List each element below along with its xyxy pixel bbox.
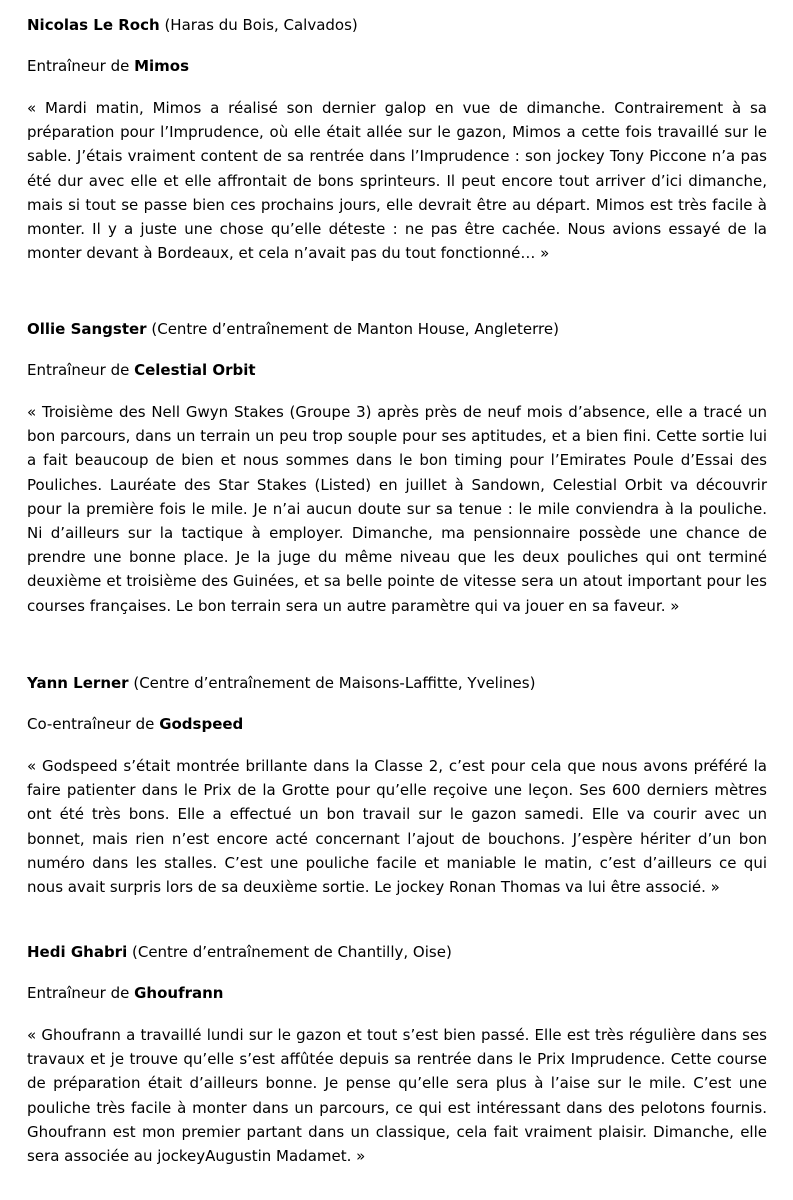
- trainer-quote: « Mardi matin, Mimos a réalisé son dernier galop en vue de dimanche. Contrairement à sa préparation pour l’Imprudence, où elle était allée sur le gazon, Mimos a cette fois travaillé sur le sable. J’étais vraiment content de sa rentrée dans l’Imprudence : son jockey Tony Piccone n’a pas été dur avec elle et elle affrontait de bons sprinteurs. Il peut encore tout arriver d’ici dimanche, mais si tout se passe bien ces prochains jours, elle devrait être au départ. Mimos est très facile à monter. Il y a juste une chose qu’elle déteste : ne pas être cachée. Nous avions essayé de la monter devant à Bordeaux, et cela n’avait pas du tout fonctionné… »: [27, 99, 767, 263]
- trainer-role: [27, 359, 767, 381]
- trainer-location: (Centre d’entraînement de Chantilly, Oise): [127, 943, 452, 961]
- trainer-header: [27, 941, 767, 963]
- horse-name: Mimos: [134, 57, 190, 75]
- trainer-section-ghabri: [27, 941, 767, 1168]
- trainer-location: (Centre d’entraînement de Maisons-Laffitte, Yvelines): [128, 674, 536, 692]
- trainer-name: Nicolas Le Roch: [27, 16, 160, 34]
- horse-name: Ghoufrann: [134, 984, 224, 1002]
- trainer-section-le-roch: [27, 14, 767, 318]
- role-label: Entraîneur de: [27, 984, 135, 1002]
- horse-name: Godspeed: [159, 715, 244, 733]
- trainer-role: [27, 982, 767, 1004]
- horse-name: Celestial Orbit: [134, 361, 256, 379]
- trainer-role: [27, 55, 767, 77]
- trainer-name: Ollie Sangster: [27, 320, 147, 338]
- trainer-location: (Haras du Bois, Calvados): [159, 16, 358, 34]
- trainer-quote: « Godspeed s’était montrée brillante dans la Classe 2, c’est pour cela que nous avons préféré la faire patienter dans le Prix de la Grotte pour qu’elle reçoive une leçon. Ses 600 derniers mètres ont été très bons. Elle a effectué un bon travail sur le gazon samedi. Elle va courir avec un bonnet, mais rien n’est encore acté concernant l’ajout de bouchons. J’espère hériter d’un bon numéro dans les stalles. C’est une pouliche facile et maniable le matin, c’est d’ailleurs ce qui nous avait surpris lors de sa deuxième sortie. Le jockey Ronan Thomas va lui être associé. »: [27, 757, 767, 897]
- trainer-location: (Centre d’entraînement de Manton House, Angleterre): [146, 320, 559, 338]
- trainer-quote: « Troisième des Nell Gwyn Stakes (Groupe 3) après près de neuf mois d’absence, elle a tracé un bon parcours, dans un terrain un peu trop souple pour ses aptitudes, et a bien fini. Cette sortie lui a fait beaucoup de bien et nous sommes dans le bon timing pour l’Emirates Poule d’Essai des Pouliches. Lauréate des Star Stakes (Listed) en juillet à Sandown, Celestial Orbit va découvrir pour la première fois le mile. Je n’ai aucun doute sur sa tenue : le mile conviendra à la pouliche. Ni d’ailleurs sur la tactique à employer. Dimanche, ma pensionnaire possède une chance de prendre une bonne place. Je la juge du même niveau que les deux pouliches qui ont terminé deuxième et troisième des Guinées, et sa belle pointe de vitesse sera un atout important pour les courses françaises. Le bon terrain sera un autre paramètre qui va jouer en sa faveur. »: [27, 403, 767, 615]
- trainer-header: [27, 672, 767, 694]
- trainer-name: Yann Lerner: [27, 674, 129, 692]
- trainer-name: Hedi Ghabri: [27, 943, 128, 961]
- trainer-quote: « Ghoufrann a travaillé lundi sur le gazon et tout s’est bien passé. Elle est très régulière dans ses travaux et je trouve qu’elle s’est affûtée depuis sa rentrée dans le Prix Imprudence. Cette course de préparation était d’ailleurs bonne. Je pense qu’elle sera plus à l’aise sur le mile. C’est une pouliche très facile à monter dans un parcours, ce qui est intéressant dans des pelotons fournis. Ghoufrann est mon premier partant dans un classique, cela fait vraiment plaisir. Dimanche, elle sera associée au jockeyAugustin Madamet. »: [27, 1026, 767, 1166]
- role-label: Co-entraîneur de: [27, 715, 160, 733]
- role-label: Entraîneur de: [27, 361, 135, 379]
- trainer-header: [27, 318, 767, 340]
- trainer-section-sangster: [27, 318, 767, 672]
- trainer-header: [27, 14, 767, 36]
- trainer-role: [27, 713, 767, 735]
- trainer-section-lerner: [27, 672, 767, 941]
- role-label: Entraîneur de: [27, 57, 135, 75]
